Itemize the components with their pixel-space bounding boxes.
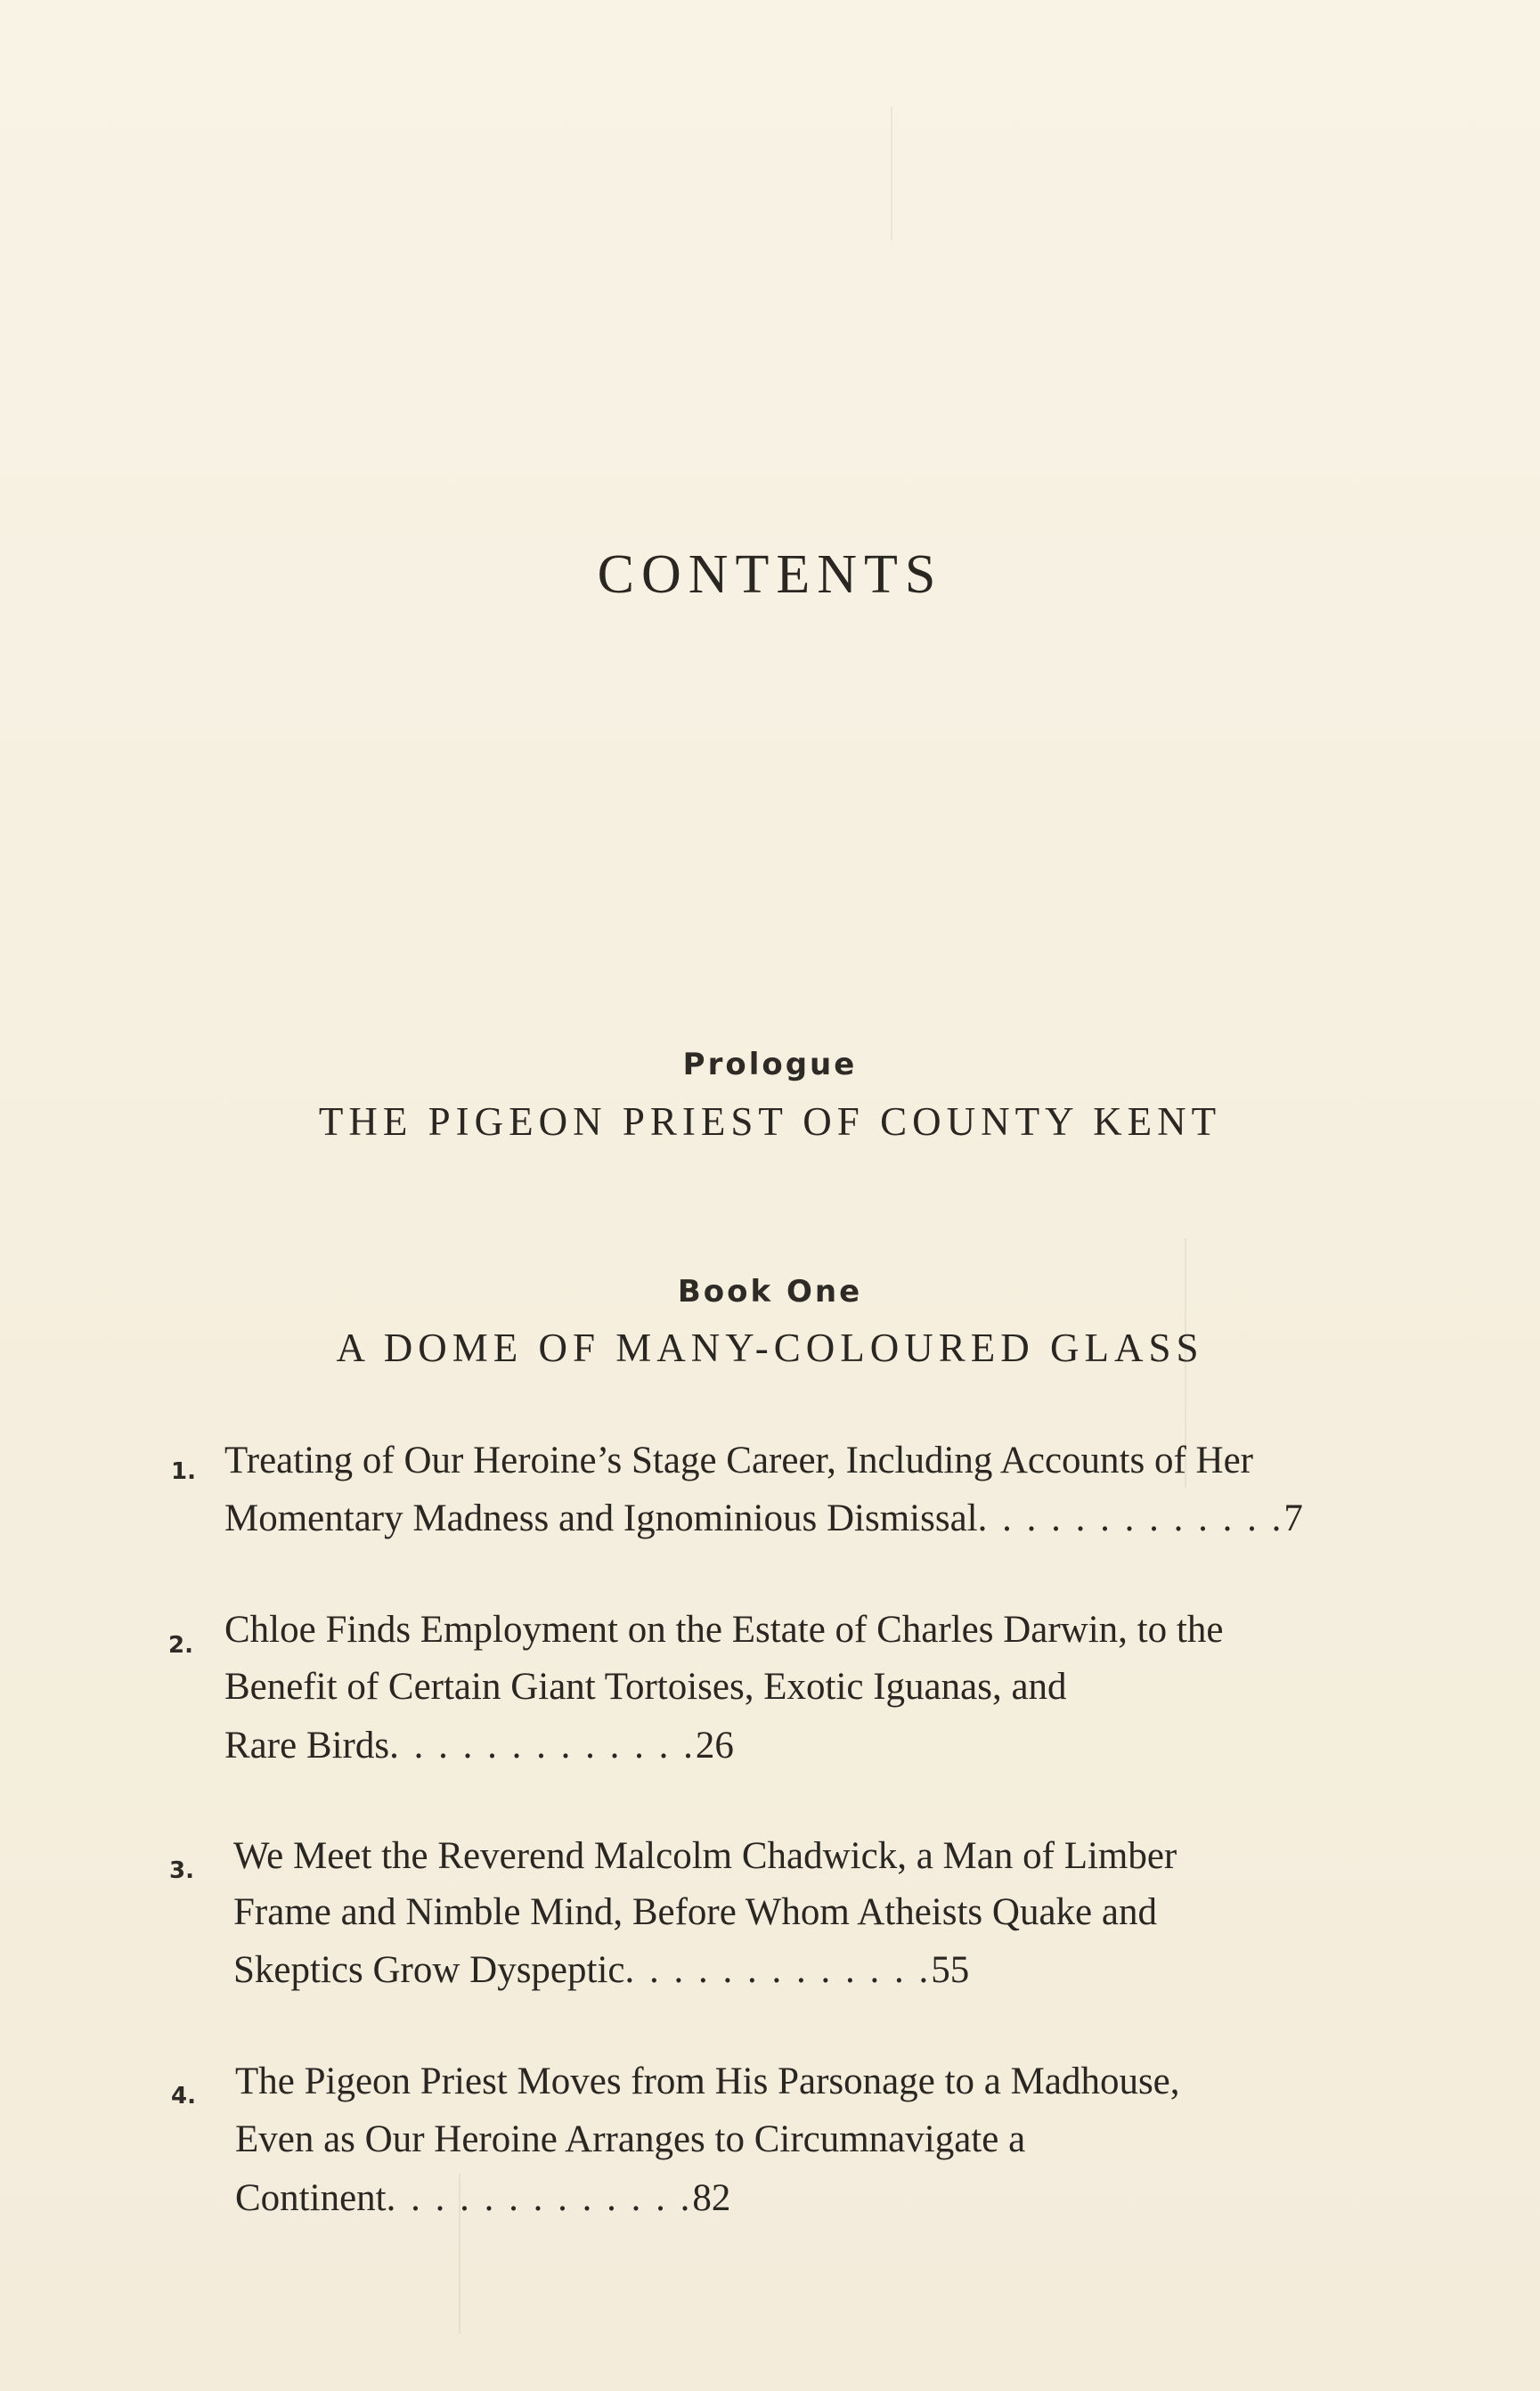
chapter-number: 4. [171, 2083, 196, 2109]
chapter-title-line: The Pigeon Priest Moves from His Parsonage to a Madhouse, [235, 2061, 1180, 2102]
dot-leader: . . . . . . . . . . . . . [624, 1949, 932, 1991]
chapter-number: 2. [168, 1632, 193, 1659]
book-one-label: Book One [677, 1274, 863, 1310]
chapter-title-text: Rare Birds [224, 1725, 390, 1767]
prologue-label: Prologue [682, 1047, 858, 1082]
dot-leader: . . . . . . . . . . . . . [389, 1725, 696, 1767]
paper-mark [891, 107, 892, 241]
contents-heading: CONTENTS [597, 544, 943, 605]
page-number: 55 [931, 1949, 970, 1991]
dot-leader: . . . . . . . . . . . . . [977, 1497, 1284, 1539]
dot-leader: . . . . . . . . . . . . . [386, 2177, 693, 2219]
page-number: 26 [695, 1725, 734, 1767]
chapter-title-line: We Meet the Reverend Malcolm Chadwick, a Man of Limber [233, 1835, 1177, 1877]
chapter-title-line-final [235, 2179, 730, 2217]
chapter-title-line: Frame and Nimble Mind, Before Whom Atheists Quake and [233, 1891, 1157, 1933]
chapter-title-line-final [233, 1951, 969, 1989]
page-number: 7 [1283, 1497, 1303, 1539]
chapter-title-line: Benefit of Certain Giant Tortoises, Exotic Iguanas, and [224, 1666, 1067, 1708]
book-one-title: A DOME OF MANY-COLOURED GLASS [336, 1326, 1204, 1370]
chapter-title-line: Even as Our Heroine Arranges to Circumnavigate a [235, 2118, 1026, 2160]
chapter-title-text: Momentary Madness and Ignominious Dismissal [224, 1497, 978, 1539]
chapter-title-text: Continent [235, 2177, 387, 2219]
chapter-title-line: Chloe Finds Employment on the Estate of Charles Darwin, to the [224, 1609, 1224, 1651]
chapter-title-text: Skeptics Grow Dyspeptic [233, 1949, 625, 1991]
chapter-title-line-final [224, 1499, 1303, 1538]
chapter-title-line: Treating of Our Heroine’s Stage Career, Including Accounts of Her [224, 1440, 1253, 1481]
page-number: 82 [692, 2177, 731, 2219]
chapter-number: 1. [171, 1458, 196, 1485]
chapter-title-line-final [224, 1726, 734, 1765]
chapter-number: 3. [169, 1857, 194, 1884]
prologue-title: THE PIGEON PRIEST OF COUNTY KENT [318, 1099, 1222, 1144]
